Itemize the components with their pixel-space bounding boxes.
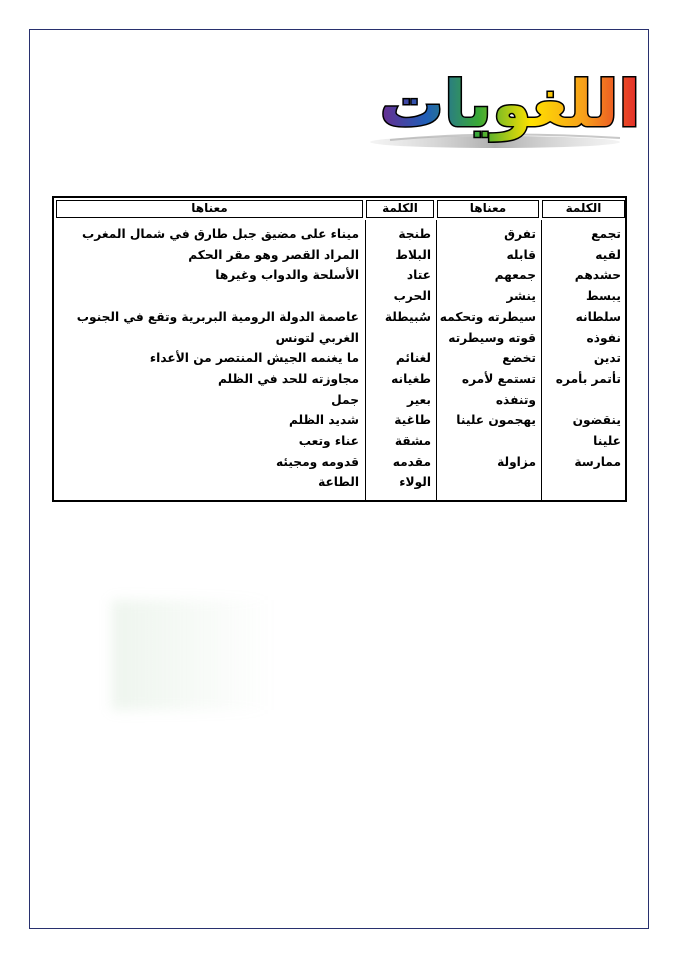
meaning-cell [54,286,359,306]
meaning-cell: المراد القصر وهو مقر الحكم [188,247,359,262]
page-title [370,52,650,157]
word-cell: مقدمه [392,454,431,469]
word-cell: بعير [406,392,431,407]
meaning-cell: ما يغنمه الجيش المنتصر من الأعداء [149,351,359,366]
meaning-cell [434,431,536,451]
word-cell: لغنائم [395,351,431,366]
meaning-cell: جمل [331,392,359,407]
meaning-cell: يهجمون علينا [456,413,536,428]
meaning-cell: مزاولة [497,454,536,469]
title-text: اللغويات [379,68,641,142]
meaning-cell: وتنفذه [495,392,536,407]
word-cell [363,328,431,348]
meaning-cell: ميناء على مضيق جبل طارق في شمال المغرب [81,227,359,241]
meaning-cell: سيطرته وتحكمه [439,309,536,324]
word-cell: طنجة [398,227,431,241]
table-row [54,390,625,411]
word-cell: ينقضون [572,413,621,428]
word-cell: سُبيطلة [384,309,431,324]
word-cell: لقيه [595,247,621,262]
word-cell: نفوذه [586,330,621,345]
header-word-right: الكلمة [542,200,625,218]
word-cell: مشقة [394,434,431,448]
table-row [54,245,625,266]
header-word-left: الكلمة [366,200,434,218]
meaning-cell: تخضع [502,351,536,366]
vocabulary-table [52,196,627,502]
meaning-cell: الأسلحة والدواب وغيرها [215,268,359,283]
word-cell: طغيانه [391,371,431,386]
table-row [54,328,625,349]
word-cell: ممارسة [574,454,621,469]
word-cell: تجمع [591,227,621,241]
table-row [54,286,625,307]
header-meaning-right: معناها [437,200,539,218]
meaning-cell: الغربي لتونس [275,330,359,345]
meaning-cell: مجاوزته للحد في الظلم [217,371,359,386]
meaning-cell: قدومه ومجيئه [275,454,359,469]
meaning-cell: عناء وتعب [298,434,359,448]
meaning-cell: الطاعة [318,475,359,490]
table-row [54,369,625,390]
table-row [54,307,625,328]
word-cell: يبسط [585,289,621,304]
word-cell: طاغية [394,413,431,428]
table-row [54,348,625,369]
word-cell: علينا [593,434,621,448]
word-cell: عتاد [406,268,431,283]
title-graphic [370,52,650,157]
word-cell: تأتمر بأمره [555,371,621,386]
word-cell [541,472,621,492]
meaning-cell: ينشر [506,289,536,304]
table-row [54,224,625,245]
table-row [54,452,625,473]
meaning-cell: جمعهم [494,268,536,283]
word-cell: الحرب [393,289,431,304]
table-row [54,431,625,452]
word-cell: البلاط [395,247,431,262]
header-meaning-left: معناها [56,200,363,218]
meaning-cell: قوته وسيطرته [448,330,536,345]
meaning-cell: تستمع لأمره [461,371,536,386]
meaning-cell: تفرق [504,227,536,241]
meaning-cell [434,472,536,492]
table-row [54,410,625,431]
meaning-cell: عاصمة الدولة الرومية البربرية وتقع في الجنوب [76,309,359,324]
table-row [54,472,625,493]
word-cell: سلطانه [575,309,621,324]
word-cell: الولاء [399,475,431,490]
faint-mark [112,600,272,710]
meaning-cell: قابله [506,247,536,262]
word-cell: حشدهم [574,268,621,283]
table-row [54,265,625,286]
word-cell: تدين [593,351,621,366]
meaning-cell: شديد الظلم [288,413,359,428]
word-cell [541,390,621,410]
